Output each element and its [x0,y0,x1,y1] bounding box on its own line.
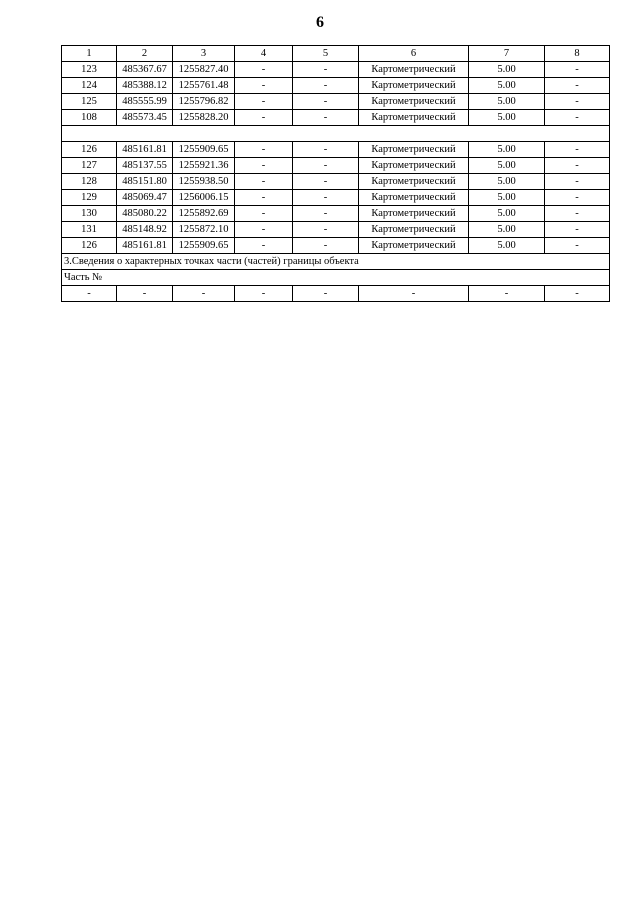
table-cell: 126 [62,142,117,158]
table-cell: - [62,286,117,302]
table-cell: - [293,174,359,190]
table-cell: 1255761.48 [173,78,235,94]
table-row [62,174,610,190]
section-title: 3.Сведения о характерных точках части (частей) границы объекта [62,254,610,270]
table-cell: 485388.12 [117,78,173,94]
table-cell: - [235,78,293,94]
table-cell: - [235,238,293,254]
table-cell: Картометрический [359,238,469,254]
part-label-row [62,270,610,286]
table-cell: - [293,190,359,206]
table-cell: 131 [62,222,117,238]
table-cell: - [173,286,235,302]
table-cell: - [235,110,293,126]
table-cell: - [545,174,610,190]
table-cell: 1255892.69 [173,206,235,222]
table-cell: - [545,110,610,126]
table-cell: - [293,62,359,78]
header-row [62,46,610,62]
table-cell: 1255909.65 [173,142,235,158]
coordinates-table [61,45,610,302]
table-cell: - [545,78,610,94]
table-cell: - [235,142,293,158]
table-row [62,222,610,238]
table-cell: 485080.22 [117,206,173,222]
table-cell: - [469,286,545,302]
table-row [62,158,610,174]
table-cell: Картометрический [359,78,469,94]
table-row [62,286,610,302]
table-cell: - [545,206,610,222]
table-cell: 125 [62,94,117,110]
table-cell: 485573.45 [117,110,173,126]
table-cell: 5.00 [469,62,545,78]
table-cell: Картометрический [359,94,469,110]
table-cell: Картометрический [359,158,469,174]
table-cell: - [293,94,359,110]
table-cell: 1255872.10 [173,222,235,238]
table-cell: 108 [62,110,117,126]
column-header: 5 [293,46,359,62]
table-cell: - [545,238,610,254]
table-row [62,142,610,158]
table-cell: 5.00 [469,222,545,238]
table-cell: Картометрический [359,222,469,238]
table-row [62,94,610,110]
table-cell: - [235,190,293,206]
table-cell: - [293,110,359,126]
table-cell: 485151.80 [117,174,173,190]
table-cell: - [235,94,293,110]
table-cell: - [545,286,610,302]
table-row [62,190,610,206]
section-title-row [62,254,610,270]
table-cell: - [235,174,293,190]
table-cell: 1255796.82 [173,94,235,110]
column-header: 4 [235,46,293,62]
table-cell: - [545,158,610,174]
table-cell: 5.00 [469,190,545,206]
table-cell: 5.00 [469,158,545,174]
table-row [62,62,610,78]
table-cell: 485148.92 [117,222,173,238]
table-cell: - [545,94,610,110]
table-cell: - [545,62,610,78]
table-cell: Картометрический [359,190,469,206]
column-header: 7 [469,46,545,62]
table-cell: 485137.55 [117,158,173,174]
table-row [62,206,610,222]
table-cell: - [293,222,359,238]
table-cell: 123 [62,62,117,78]
table-cell: 127 [62,158,117,174]
column-header: 2 [117,46,173,62]
table-cell: - [545,190,610,206]
table-cell: - [293,78,359,94]
empty-cell [62,126,610,142]
table-cell: Картометрический [359,206,469,222]
table-cell: 485555.99 [117,94,173,110]
table-cell: - [235,158,293,174]
table-cell: 130 [62,206,117,222]
table-cell: - [235,206,293,222]
column-header: 1 [62,46,117,62]
table-cell: Картометрический [359,142,469,158]
table-cell: - [235,62,293,78]
page-number: 6 [316,14,324,31]
table-cell: 1255828.20 [173,110,235,126]
table-cell: - [235,222,293,238]
table-cell: - [235,286,293,302]
column-header: 3 [173,46,235,62]
table-cell: 5.00 [469,142,545,158]
table-cell: 1256006.15 [173,190,235,206]
table-cell: 5.00 [469,238,545,254]
table-cell: 5.00 [469,174,545,190]
table-cell: 1255827.40 [173,62,235,78]
table-cell: - [545,222,610,238]
table-cell: 1255921.36 [173,158,235,174]
column-header: 8 [545,46,610,62]
table-cell: - [359,286,469,302]
empty-row [62,126,610,142]
table-cell: 1255909.65 [173,238,235,254]
table-row [62,78,610,94]
table-cell: - [293,158,359,174]
table-cell: 485161.81 [117,238,173,254]
table-cell: 485161.81 [117,142,173,158]
table-cell: 5.00 [469,94,545,110]
table-cell: - [293,206,359,222]
table-row [62,238,610,254]
table-cell: 128 [62,174,117,190]
table-cell: 126 [62,238,117,254]
table-cell: - [117,286,173,302]
table-cell: 5.00 [469,110,545,126]
table-cell: - [293,286,359,302]
table-cell: Картометрический [359,174,469,190]
column-header: 6 [359,46,469,62]
table-cell: 124 [62,78,117,94]
part-label: Часть № [62,270,610,286]
table-cell: 5.00 [469,206,545,222]
table-row [62,110,610,126]
table-cell: 5.00 [469,78,545,94]
table-cell: 129 [62,190,117,206]
table-cell: 485069.47 [117,190,173,206]
table-cell: - [293,142,359,158]
table-cell: - [545,142,610,158]
table-cell: Картометрический [359,110,469,126]
table-cell: 1255938.50 [173,174,235,190]
table-cell: Картометрический [359,62,469,78]
table-cell: - [293,238,359,254]
table-cell: 485367.67 [117,62,173,78]
